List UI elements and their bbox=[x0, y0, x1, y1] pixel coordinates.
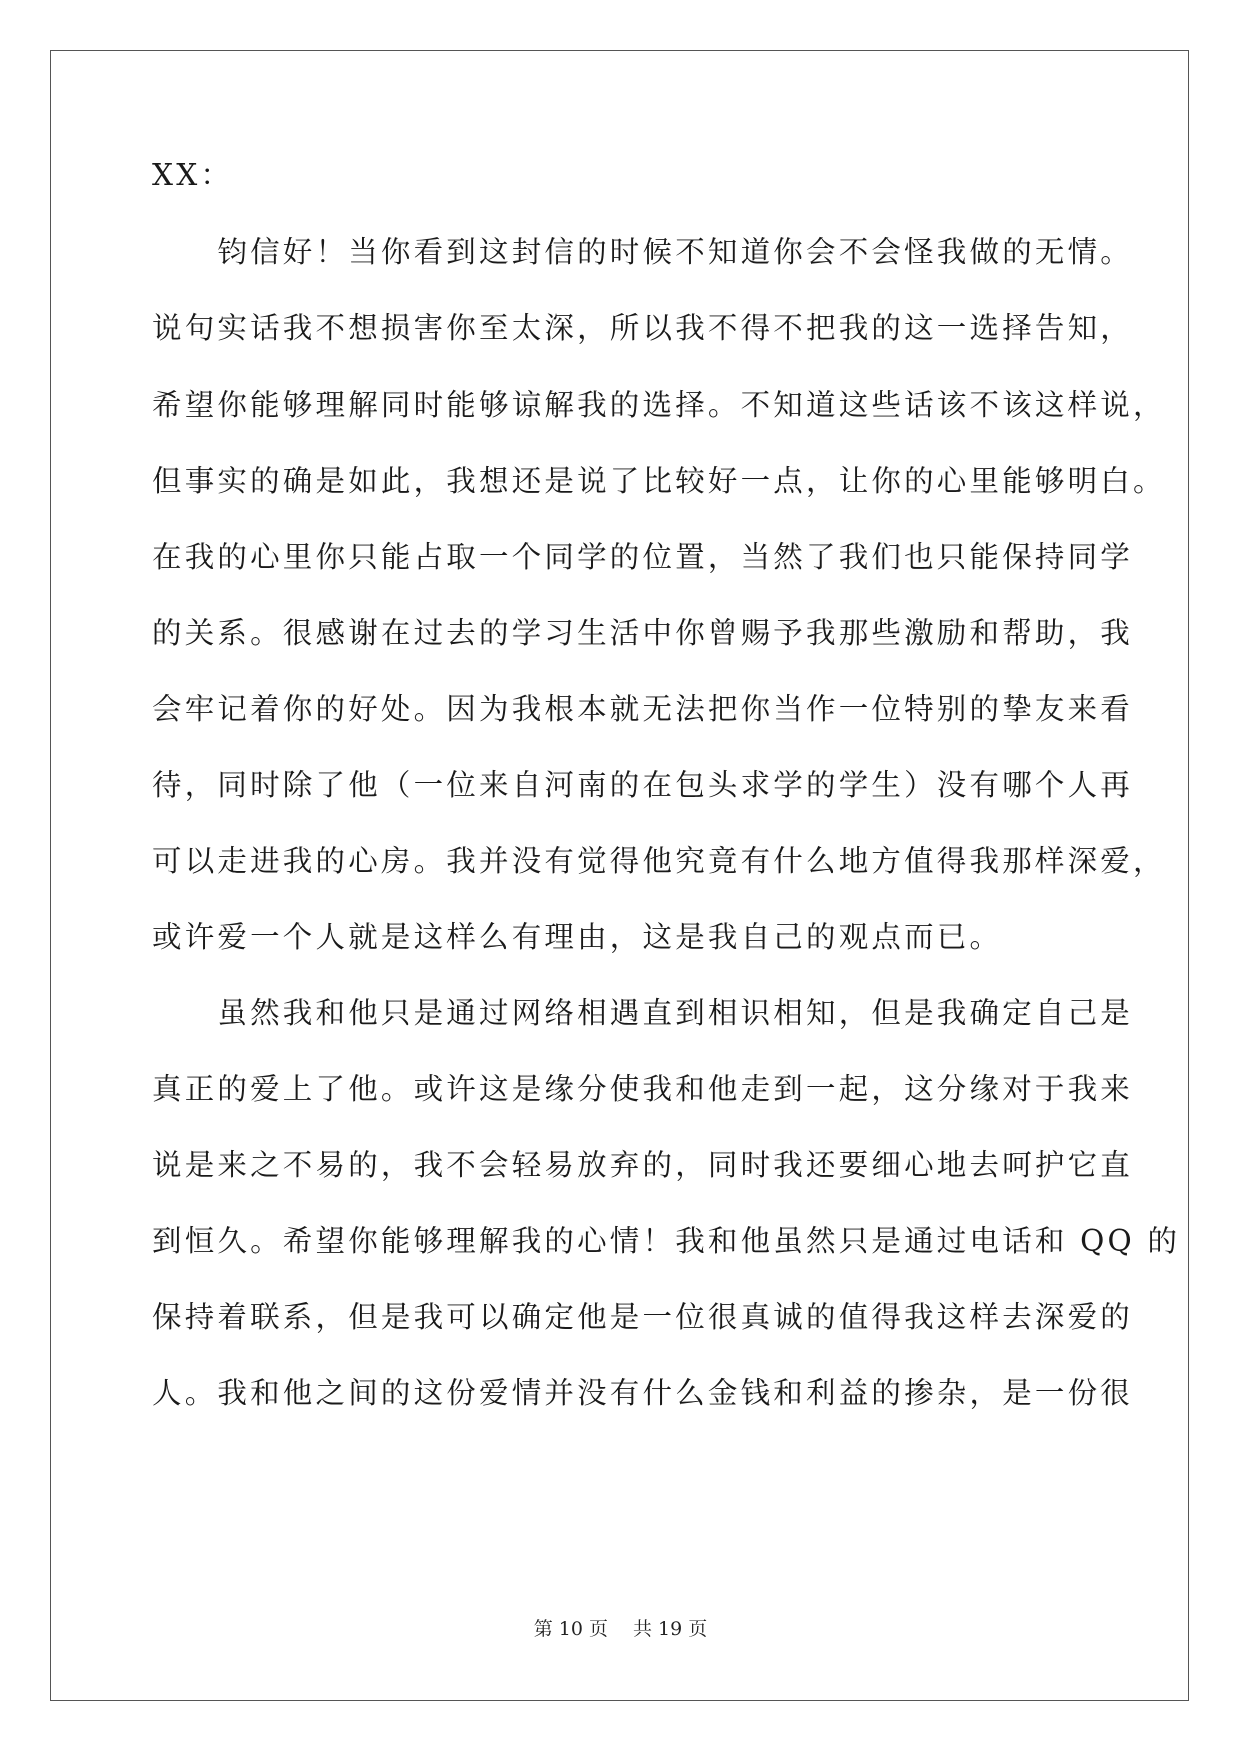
body-line: 真正的爱上了他。或许这是缘分使我和他走到一起，这分缘对于我来 bbox=[152, 1072, 1134, 1106]
body-line: 但事实的确是如此，我想还是说了比较好一点，让你的心里能够明白。 bbox=[152, 464, 1166, 498]
page-number: 第 10 页 共 19 页 bbox=[533, 1618, 708, 1640]
salutation: XX： bbox=[152, 158, 234, 192]
body-line: 会牢记着你的好处。因为我根本就无法把你当作一位特别的挚友来看 bbox=[152, 692, 1134, 726]
body-line: 保持着联系，但是我可以确定他是一位很真诚的值得我这样去深爱的 bbox=[152, 1300, 1134, 1334]
body-line: 虽然我和他只是通过网络相遇直到相识相知，但是我确定自己是 bbox=[152, 996, 1134, 1030]
body-line: 可以走进我的心房。我并没有觉得他究竟有什么地方值得我那样深爱， bbox=[152, 844, 1166, 878]
body-line: 在我的心里你只能占取一个同学的位置，当然了我们也只能保持同学 bbox=[152, 540, 1134, 574]
body-line: 说是来之不易的，我不会轻易放弃的，同时我还要细心地去呵护它直 bbox=[152, 1148, 1134, 1182]
body-line: 的关系。很感谢在过去的学习生活中你曾赐予我那些激励和帮助，我 bbox=[152, 616, 1134, 650]
body-line: 钧信好！当你看到这封信的时候不知道你会不会怪我做的无情。 bbox=[152, 235, 1134, 269]
body-line: 待，同时除了他（一位来自河南的在包头求学的学生）没有哪个人再 bbox=[152, 768, 1134, 802]
body-line: 说句实话我不想损害你至太深，所以我不得不把我的这一选择告知， bbox=[152, 311, 1134, 345]
body-line: 希望你能够理解同时能够谅解我的选择。不知道这些话该不该这样说， bbox=[152, 388, 1166, 422]
body-line: 到恒久。希望你能够理解我的心情！我和他虽然只是通过电话和 QQ 的 bbox=[152, 1224, 1181, 1258]
body-line: 人。我和他之间的这份爱情并没有什么金钱和利益的掺杂，是一份很 bbox=[152, 1376, 1134, 1410]
body-line: 或许爱一个人就是这样么有理由，这是我自己的观点而已。 bbox=[152, 920, 1003, 954]
